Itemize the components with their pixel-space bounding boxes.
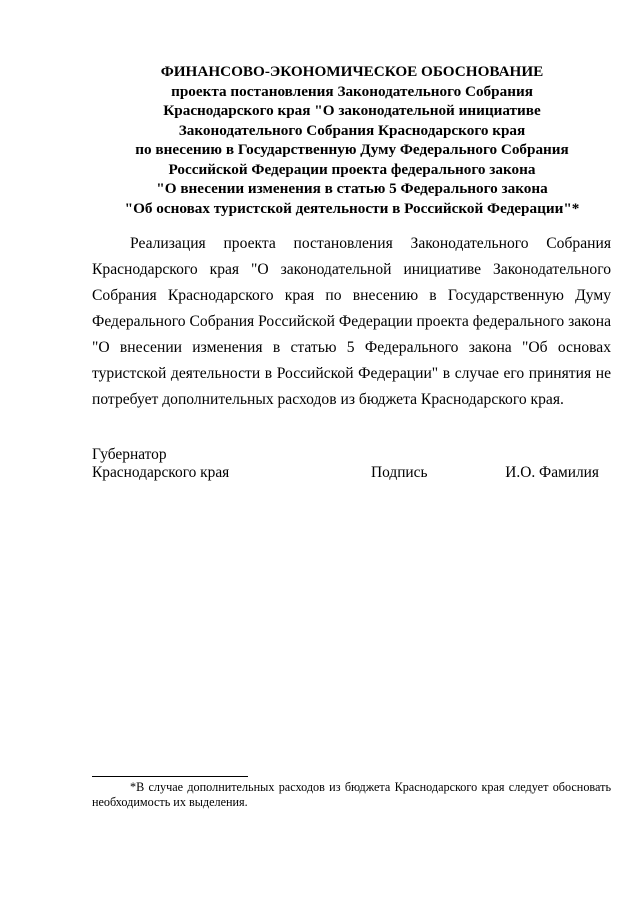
title-line-5: по внесению в Государственную Думу Федерального Собрания — [135, 141, 569, 158]
signer-position-line-1: Губернатор — [92, 446, 167, 463]
footnote: *В случае дополнительных расходов из бюджета Краснодарского края следует обосновать необходимость их выделения. — [92, 780, 611, 809]
title-line-6: Российской Федерации проекта федерального закона — [168, 160, 536, 178]
signature-block — [92, 446, 611, 482]
signature-row-1 — [92, 446, 611, 464]
title-line-7: "О внесении изменения в статью 5 Федерального закона — [156, 180, 548, 197]
title-line-2: проекта постановления Законодательного Собрания — [171, 82, 533, 100]
footnote-separator — [92, 776, 248, 777]
signature-placeholder: Подпись — [371, 464, 428, 481]
title-line-4: Законодательного Собрания Краснодарского края — [178, 121, 526, 139]
title-line-1: ФИНАНСОВО-ЭКОНОМИЧЕСКОЕ ОБОСНОВАНИЕ — [160, 63, 544, 80]
document-title — [92, 62, 612, 218]
title-line-8: "Об основах туристской деятельности в Российской Федерации"* — [124, 199, 580, 217]
title-line-3: Краснодарского края "О законодательной инициативе — [163, 102, 541, 119]
signature-row-2 — [92, 464, 611, 482]
signer-position-line-2: Краснодарского края — [92, 464, 230, 481]
body-paragraph: Реализация проекта постановления Законодательного Собрания Краснодарского края "О законодательной инициативе Законодательного Собрания Краснодарского края по внесению в Государственную Думу Федерального Собрания Российской Федерации проекта федерального закона "О внесении изменения в статью 5 Федерального закона "Об основах туристской деятельности в Российской Федерации" в случае его принятия не потребует дополнительных расходов из бюджета Краснодарского края. — [92, 235, 611, 408]
signer-name-placeholder: И.О. Фамилия — [505, 464, 599, 481]
